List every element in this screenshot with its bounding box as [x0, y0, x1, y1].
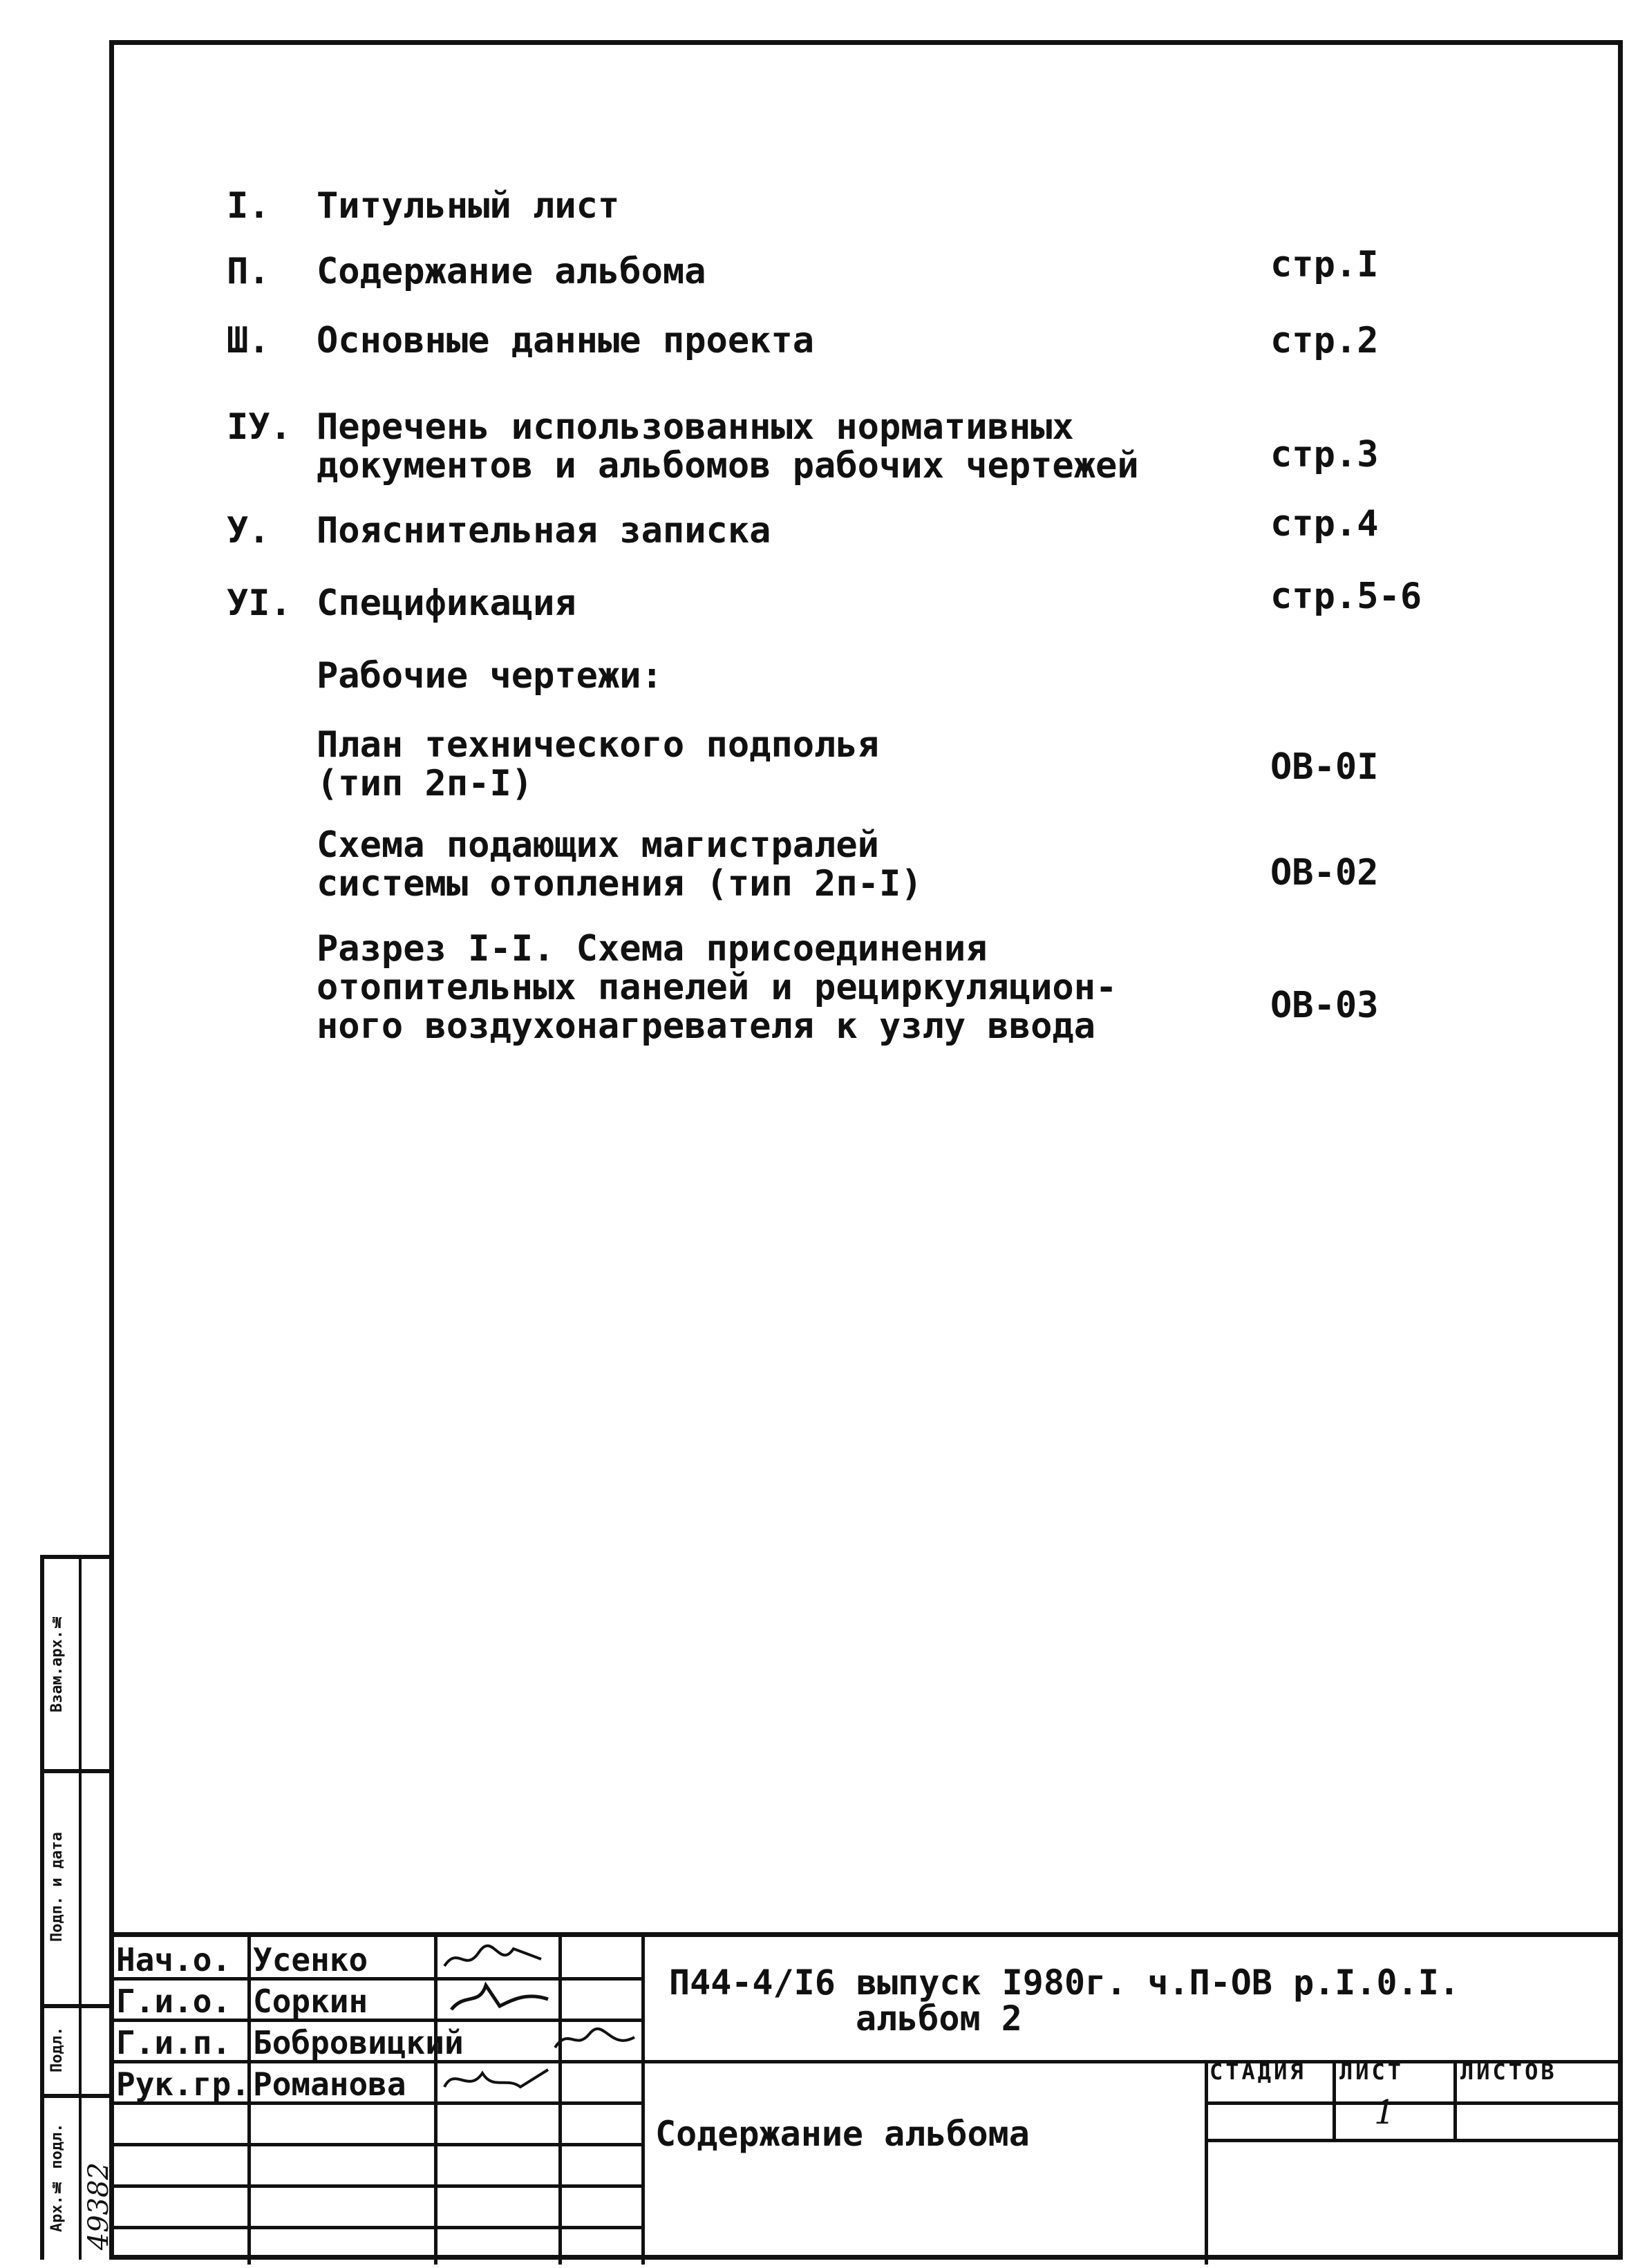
album-label: альбом 2: [856, 1998, 1022, 2039]
stage-header: СТАДИЯ: [1209, 2059, 1306, 2085]
signature-mark: [437, 2063, 555, 2101]
archive-number: 49382: [83, 2162, 115, 2250]
toc-item-title: Разрез I-I. Схема присоединения отопительных панелей и рециркуляцион- ного воздухонагревателя к узлу ввода: [317, 928, 1118, 1047]
toc-item-number: IУ.: [227, 406, 292, 448]
toc-item-page: стр.2: [1270, 320, 1379, 361]
toc-item-title: Схема подающих магистралей системы отопления (тип 2п-I): [317, 824, 923, 905]
role-label: Рук.гр.: [116, 2066, 250, 2103]
grid-line: [1333, 2060, 1336, 2139]
document-code: [669, 1965, 1568, 2037]
toc-item-number: П.: [227, 251, 270, 292]
role-label: Нач.о.: [116, 1941, 232, 1978]
person-name: Романова: [253, 2066, 406, 2103]
strip-cell: [44, 1559, 109, 1773]
toc-item-page: ОВ-02: [1270, 852, 1379, 894]
toc-item-number: У.: [227, 510, 270, 551]
archive-strip: [40, 1555, 115, 2260]
toc-item-title: План технического подполья (тип 2п-I): [317, 724, 879, 804]
toc-item-title: Титульный лист: [317, 185, 620, 227]
toc-item-page: ОВ-03: [1270, 985, 1379, 1026]
signature-mark: [437, 1978, 555, 2017]
sheet-number: 1: [1374, 2093, 1395, 2132]
toc-item-title: Основные данные проекта: [317, 320, 815, 361]
sheet-header: ЛИСТ: [1339, 2059, 1404, 2085]
role-label: Г.и.о.: [116, 1983, 232, 2020]
person-name: Соркин: [253, 1983, 368, 2020]
toc-item-title: Спецификация: [317, 583, 576, 624]
grid-line: [1453, 2060, 1457, 2139]
strip-label: Взам.арх.№: [48, 1612, 66, 1713]
toc-item-title: Содержание альбома: [317, 251, 706, 292]
strip-label: Арх.№ подл.: [48, 2123, 66, 2232]
toc-item-number: Ш.: [227, 320, 270, 361]
grid-line: [558, 1937, 562, 2265]
person-name: Усенко: [253, 1941, 368, 1978]
strip-label: Подп. и дата: [48, 1832, 66, 1943]
strip-cell: [44, 1773, 109, 2008]
strip-cell: [44, 2098, 115, 2264]
grid-line: [1205, 2139, 1623, 2142]
drawing-frame: [109, 40, 1623, 2260]
toc-item-page: ОВ-0I: [1270, 746, 1379, 788]
toc-item-number: I.: [227, 185, 270, 227]
toc-item-title: Перечень использованных нормативных документов и альбомов рабочих чертежей: [317, 406, 1139, 486]
toc-item-title: Пояснительная записка: [317, 510, 771, 551]
strip-cell: [44, 2008, 109, 2098]
strip-divider: [79, 1559, 82, 2260]
signature-mark: [552, 2020, 641, 2059]
toc-item-page: стр.3: [1270, 434, 1379, 475]
role-label: Г.и.п.: [116, 2024, 232, 2061]
person-name: Бобровицкий: [253, 2024, 464, 2061]
signature-mark: [437, 1938, 555, 1977]
toc-item-page: стр.5-6: [1270, 576, 1422, 617]
grid-line: [1205, 2101, 1623, 2105]
toc-item-number: УI.: [227, 583, 292, 624]
title-block: [109, 1932, 1623, 2260]
sheets-header: ЛИСТОВ: [1460, 2059, 1557, 2085]
strip-label: Подл.: [48, 2026, 66, 2073]
toc-item-page: стр.4: [1270, 503, 1379, 545]
document-code-line: П44-4/I6 выпуск I980г. ч.П-ОВ р.I.0.I.: [669, 1963, 1460, 2003]
toc-item-title: Рабочие чертежи:: [317, 655, 663, 697]
toc-item-page: стр.I: [1270, 244, 1379, 285]
grid-line: [1205, 2060, 1208, 2265]
sheet-title: Содержание альбома: [655, 2114, 1030, 2154]
grid-line: [641, 1937, 645, 2265]
